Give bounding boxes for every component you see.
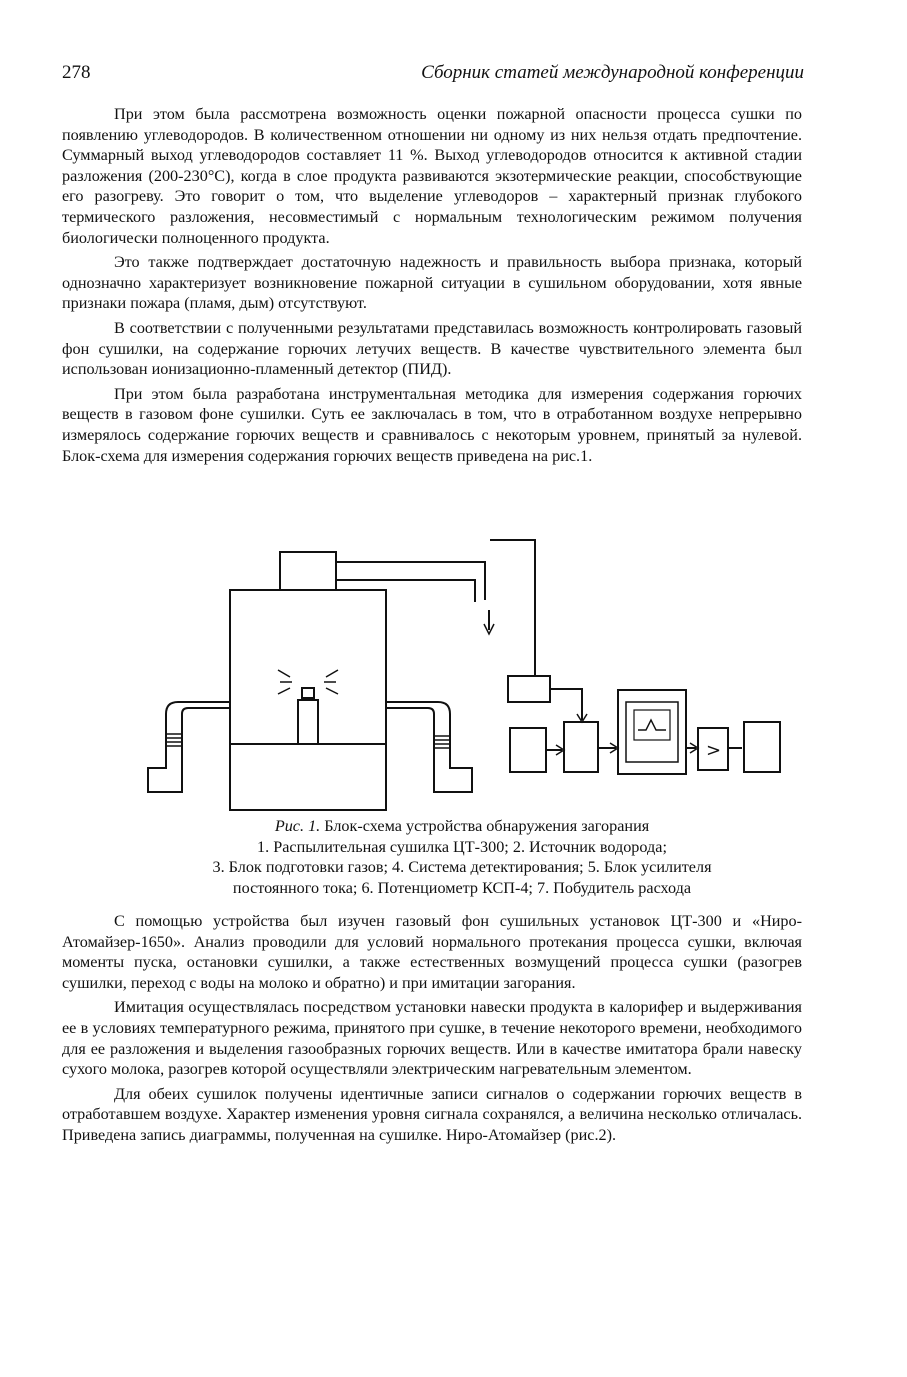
potentiometer-window	[634, 710, 670, 740]
paragraph: Имитация осуществлялась посредством установки навески продукта в калорифер и выдерживания ее в условиях температурного режима, принятого при сушке, в течение некоторого времени, необходимого для ее разложения и выделения газообразных горючих веществ. Или в качестве имитатора брали навеску сухого молока, разогрев которой осуществляли электрическим нагревательным элементом.	[62, 998, 802, 1079]
figure-caption	[62, 816, 862, 898]
page-header	[62, 62, 804, 88]
atomizer-spray-marks	[278, 670, 338, 694]
body-text-top	[62, 104, 802, 470]
exhaust-duct	[336, 562, 485, 602]
caption-line-3: 3. Блок подготовки газов; 4. Система детектирования; 5. Блок усилителя	[212, 858, 712, 876]
right-duct-coupling	[434, 736, 450, 748]
block-diagram-figure	[130, 530, 790, 815]
detection-system	[564, 722, 598, 772]
atomizer-body	[298, 700, 318, 744]
paragraph: При этом была рассмотрена возможность оценки пожарной опасности процесса сушки по появлению углеводородов. В количественном отношении ни одному из них нельзя отдать предпочтение. Суммарный выход углеводородов составляет 11 %. Выход углеводородов относится к активной стадии разложения (200-230°С), когда в слое продукта развиваются экзотермические реакции, способствующие его разогреву. Это говорит о том, что выделение углеводоров – характерный признак глубокого термического разложения, несовместимый с нормальным технологическим режимом получения биологически полноценного продукта.	[62, 105, 802, 247]
paragraph: С помощью устройства был изучен газовый фон сушильных установок ЦТ-300 и «Ниро-Атомайзер-1650». Анализ проводили для условий нормального протекания процесса сушки, включая моменты пуска, остановки сушилки, а также естественных возмущений процесса сушки (разогрев сушилки, переход с воды на молоко и обратно) и при имитации загорания.	[62, 912, 802, 992]
hydrogen-source	[510, 728, 546, 772]
amplifier-symbol: >	[706, 740, 722, 761]
gas-preparation-unit	[508, 676, 550, 702]
paragraph: Это также подтверждает достаточную надежность и правильность выбора признака, который однозначно характеризует возникновение пожарной ситуации в сушильном оборудовании, хотя явные признаки пожара (пламя, дым) отсутствуют.	[62, 253, 802, 313]
paragraph: В соответствии с полученными результатами представилась возможность контролировать газовый фон сушилки, на содержание горючих летучих веществ. В качестве чувствительного элемента был использован ионизационно-пламенный детектор (ПИД).	[62, 318, 802, 379]
body-text-bottom	[62, 911, 802, 1150]
atomizer-head	[302, 688, 314, 698]
caption-line-4: постоянного тока; 6. Потенциометр КСП-4; 7. Побудитель расхода	[232, 878, 692, 897]
paragraph: Для обеих сушилок получены идентичные записи сигналов о содержании горючих веществ в отработавшем воздухе. Характер изменения уровня сигнала сохранялся, а величина несколько отличалась. Приведена запись диаграммы, полученная на сушилке. Ниро-Атомайзер (рис.2).	[62, 1084, 802, 1144]
left-duct-coupling	[166, 734, 182, 746]
dryer-top-unit	[280, 552, 336, 590]
signal-trace-icon	[638, 720, 666, 730]
left-air-duct	[148, 702, 230, 792]
caption-title: Блок-схема устройства обнаружения загорания	[320, 817, 650, 835]
caption-label: Рис. 1.	[274, 817, 321, 835]
flow-inducer	[744, 722, 780, 772]
paragraph: При этом была разработана инструментальная методика для измерения содержания горючих веществ в газовом фоне сушилки. Суть ее заключалась в том, что в отработанном воздухе непрерывно измерялось содержание горючих веществ и сравнивалось с некоторым уровнем, принятый за нулевой. Блок-схема для измерения содержания горючих веществ приведена на рис.1.	[62, 384, 802, 465]
right-air-duct	[386, 702, 472, 792]
sample-line	[490, 540, 535, 676]
page-number: 278	[62, 62, 91, 83]
caption-title-line	[62, 816, 862, 837]
running-title: Сборник статей международной конференции	[421, 62, 804, 83]
caption-line-2: 1. Распылительная сушилка ЦТ-300; 2. Источник водорода;	[257, 837, 667, 856]
